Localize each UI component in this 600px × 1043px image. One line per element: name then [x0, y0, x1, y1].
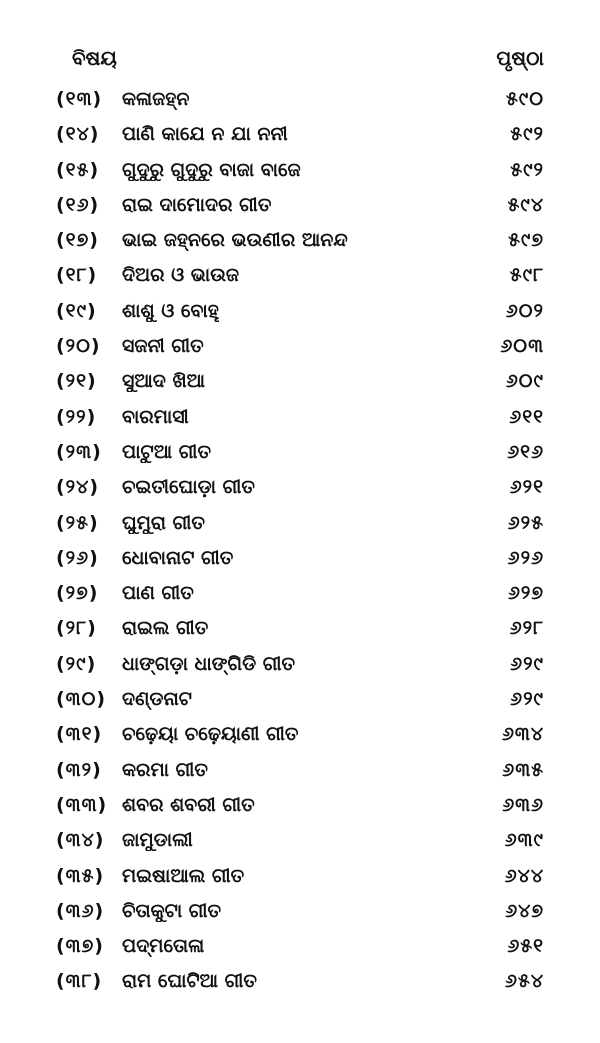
toc-entry-page-number: ୬୨୮	[509, 617, 544, 640]
toc-entry-number: (୩୮)	[56, 970, 103, 993]
toc-entry	[0, 119, 600, 154]
toc-entry-number: (୨୫)	[56, 511, 99, 534]
toc-entry-title: ଧାଙ୍ଗଡ଼ା ଧାଙ୍ଗିଡି ଗୀତ	[122, 652, 296, 675]
toc-entry	[0, 296, 600, 331]
toc-entry-title: ରାମ ଘୋଟିଆ ଗୀତ	[122, 970, 257, 993]
topic-column-heading: ବିଷୟ	[72, 46, 117, 70]
toc-entry	[0, 402, 600, 437]
toc-entry	[0, 896, 600, 931]
toc-entry-title: ଜାମୁଡାଲୀ	[122, 829, 193, 852]
toc-entry-page-number: ୬୦୨	[505, 299, 544, 322]
toc-entry-number: (୨୩)	[56, 440, 102, 463]
page-column-heading: ପୃଷ୍ଠା	[496, 46, 544, 70]
toc-entry-page-number: ୬୧୬	[507, 440, 544, 463]
toc-entry-number: (୩୭)	[56, 935, 104, 958]
toc-entry-page-number: ୬୨୫	[507, 511, 544, 534]
toc-entry-title: ରାଇ ଦାମୋଦର ଗୀତ	[122, 193, 272, 216]
toc-entry-number: (୧୩)	[56, 88, 103, 110]
toc-entry-page-number: ୫୯୨	[510, 158, 544, 181]
toc-header	[0, 46, 600, 80]
toc-entry-title: ମଇଷାଆଲ ଗୀତ	[122, 864, 245, 887]
toc-entry	[0, 366, 600, 401]
toc-entry-page-number: ୫୯୪	[507, 193, 544, 216]
toc-entry-title: ଦିଅର ଓ ଭାଉଜ	[122, 264, 240, 287]
toc-entry-page-number: ୬୩୪	[501, 723, 544, 746]
toc-entry	[0, 84, 600, 119]
toc-entry-title: କଳାଜହ୍ନ	[122, 88, 190, 110]
toc-entry-title: ସୁଆଦ ଖିଆ	[122, 370, 206, 393]
toc-entry-number: (୩୦)	[56, 688, 107, 711]
toc-entry-title: ପଦ୍ମତୋଳା	[122, 935, 205, 958]
toc-entry	[0, 861, 600, 896]
toc-entry-page-number: ୬୨୯	[510, 652, 544, 675]
toc-entry-page-number: ୬୫୪	[505, 970, 544, 993]
toc-entry-number: (୩୪)	[56, 829, 105, 852]
toc-entry	[0, 719, 600, 754]
toc-entry-number: (୨୯)	[56, 652, 97, 675]
toc-entry-title: ରାଇଲ ଗୀତ	[122, 617, 209, 640]
toc-entry-number: (୩୫)	[56, 864, 105, 887]
toc-entry	[0, 790, 600, 825]
toc-entry-title: ଚଢ଼େୟା ଚଢ଼େୟାଣୀ ଗୀତ	[122, 723, 299, 746]
toc-entry-title: ପାଣି କାଯେ ନ ଯା ନନୀ	[122, 123, 288, 146]
toc-entry	[0, 437, 600, 472]
toc-entry-page-number: ୬୩୬	[502, 793, 544, 816]
toc-entry	[0, 472, 600, 507]
toc-list	[0, 84, 600, 1002]
toc-entry-number: (୨୮)	[56, 617, 97, 640]
toc-entry-page-number: ୬୧୧	[509, 405, 544, 428]
toc-entry-page-number: ୬୨୧	[509, 476, 544, 499]
toc-entry	[0, 508, 600, 543]
toc-entry-page-number: ୬୩୯	[504, 829, 544, 852]
toc-entry-page-number: ୫୯୨	[510, 123, 544, 146]
toc-entry-number: (୨୧)	[56, 370, 97, 393]
toc-entry-title: ଚିତାକୁଟା ଗୀତ	[122, 899, 222, 922]
toc-entry	[0, 155, 600, 190]
toc-entry-page-number: ୬୨୬	[507, 546, 544, 569]
toc-entry-number: (୨୨)	[56, 405, 97, 428]
toc-entry-title: ଧୋବାନାଟ ଗୀତ	[122, 546, 234, 569]
toc-entry	[0, 543, 600, 578]
toc-entry	[0, 260, 600, 295]
toc-entry-number: (୨୬)	[56, 546, 99, 569]
toc-entry	[0, 331, 600, 366]
toc-entry-title: ଚଇତୀଘୋଡ଼ା ଗୀତ	[122, 476, 255, 499]
toc-entry-number: (୧୫)	[56, 158, 100, 181]
toc-entry-page-number: ୬୪୪	[504, 864, 544, 887]
toc-entry-page-number: ୬୩୫	[502, 758, 544, 781]
toc-entry-number: (୨୪)	[56, 476, 100, 499]
toc-entry	[0, 225, 600, 260]
toc-entry	[0, 649, 600, 684]
toc-entry-title: ଶବର ଶବରୀ ଗୀତ	[122, 793, 255, 816]
toc-entry	[0, 684, 600, 719]
toc-entry	[0, 966, 600, 1001]
toc-entry-number: (୧୯)	[56, 299, 97, 322]
toc-entry-page-number: ୬୦୯	[505, 370, 544, 393]
toc-entry-number: (୩୨)	[56, 758, 102, 781]
toc-entry	[0, 190, 600, 225]
toc-entry-page-number: ୫୯୭	[508, 229, 544, 252]
toc-entry-number: (୩୩)	[56, 793, 108, 816]
toc-entry	[0, 578, 600, 613]
toc-entry-title: ଦଣ୍ଡନାଟ	[122, 688, 192, 711]
toc-entry-number: (୧୪)	[56, 123, 100, 146]
toc-entry-page-number: ୬୪୭	[505, 899, 544, 922]
toc-entry	[0, 755, 600, 790]
toc-entry-title: କରମା ଗୀତ	[122, 758, 208, 781]
toc-entry	[0, 613, 600, 648]
toc-entry-title: ସଜନୀ ଗୀତ	[122, 335, 204, 358]
toc-entry-page-number: ୬୫୧	[507, 935, 544, 958]
toc-entry-number: (୧୮)	[56, 264, 98, 287]
toc-entry-number: (୧୭)	[56, 229, 99, 252]
toc-entry-title: ପାଟୁଆ ଗୀତ	[122, 440, 211, 463]
toc-entry-page-number: ୬୨୯	[510, 688, 544, 711]
toc-entry-title: ପାଣ ଗୀତ	[122, 582, 194, 605]
toc-entry-number: (୩୧)	[56, 723, 103, 746]
toc-entry-number: (୨୭)	[56, 582, 99, 605]
toc-entry-title: ଘୁମୁରା ଗୀତ	[122, 511, 205, 534]
toc-entry-page-number: ୫୯୮	[509, 264, 544, 287]
toc-entry-page-number: ୫୯୦	[505, 88, 544, 110]
toc-entry-number: (୨୦)	[56, 335, 101, 358]
toc-entry-number: (୧୬)	[56, 193, 100, 216]
toc-entry-title: ଭାଇ ଜହ୍ନରେ ଭଉଣୀର ଆନନ୍ଦ	[122, 229, 348, 252]
toc-entry-page-number: ୬୨୭	[507, 582, 544, 605]
toc-entry-number: (୩୬)	[56, 899, 105, 922]
toc-entry-page-number: ୬୦୩	[500, 335, 544, 358]
toc-entry-title: ବାରମାସୀ	[122, 405, 189, 428]
toc-entry	[0, 931, 600, 966]
toc-entry	[0, 825, 600, 860]
toc-entry-title: ଗୁଦୁରୁ ଗୁଦୁରୁ ବାଜା ବାଜେ	[122, 158, 301, 181]
toc-entry-title: ଶାଶୁ ଓ ବୋହୂ	[122, 299, 219, 322]
